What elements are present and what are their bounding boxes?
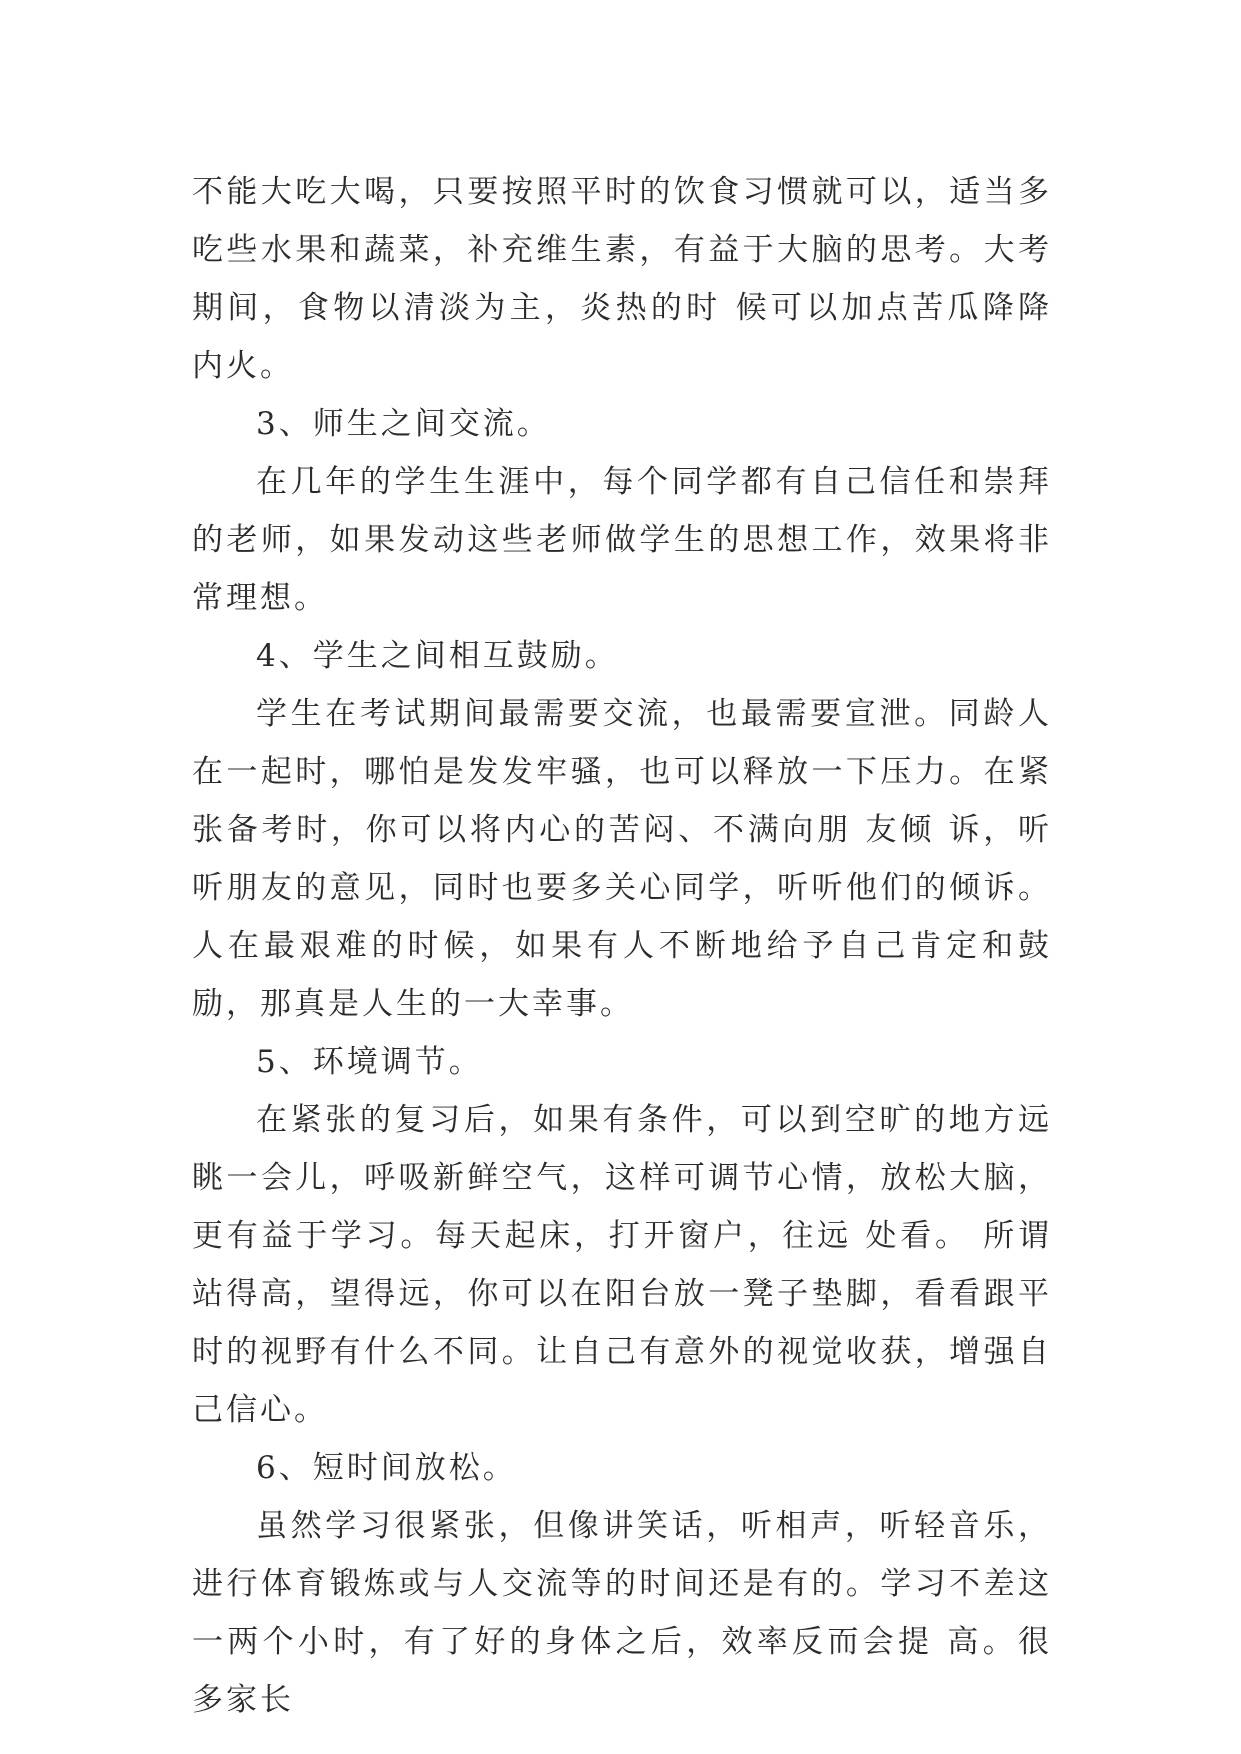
heading-teacher-student-communication: 3、师生之间交流。: [256, 406, 551, 442]
heading-short-relaxation: 6、短时间放松。: [256, 1450, 517, 1486]
paragraph-teacher-student: 在几年的学生生涯中，每个同学都有自己信任和崇拜的老师，如果发动这些老师做学生的思想工作，效果将非常理想。: [192, 464, 1052, 616]
paragraph-diet: 不能大吃大喝，只要按照平时的饮食习惯就可以，适当多吃些水果和蔬菜，补充维生素，有益于大脑的思考。大考期间，食物以清淡为主，炎热的时 候可以加点苦瓜降降内火。: [192, 174, 1052, 384]
paragraph-student-encouragement: 学生在考试期间最需要交流，也最需要宣泄。同龄人在一起时，哪怕是发发牢骚，也可以释放一下压力。在紧张备考时，你可以将内心的苦闷、不满向朋 友倾 诉，听听朋友的意见，同时也要多关心同学，听听他们的倾诉。人在最艰难的时候，如果有人不断地给予自己肯定和鼓励，那真是人生的一大幸事。: [192, 696, 1052, 1022]
paragraph-environment: 在紧张的复习后，如果有条件，可以到空旷的地方远眺一会儿，呼吸新鲜空气，这样可调节心情，放松大脑，更有益于学习。每天起床，打开窗户，往远 处看。 所谓站得高，望得远，你可以在阳台放一凳子垫脚，看看跟平时的视野有什么不同。让自己有意外的视觉收获，增强自己信心。: [192, 1102, 1052, 1428]
heading-student-encouragement: 4、学生之间相互鼓励。: [256, 638, 619, 674]
paragraph-relaxation: 虽然学习很紧张，但像讲笑话，听相声，听轻音乐，进行体育锻炼或与人交流等的时间还是有的。学习不差这一两个小时，有了好的身体之后，效率反而会提 高。很多家长: [192, 1508, 1052, 1718]
heading-environment-adjustment: 5、环境调节。: [256, 1044, 483, 1080]
document-body: [192, 163, 1052, 1729]
